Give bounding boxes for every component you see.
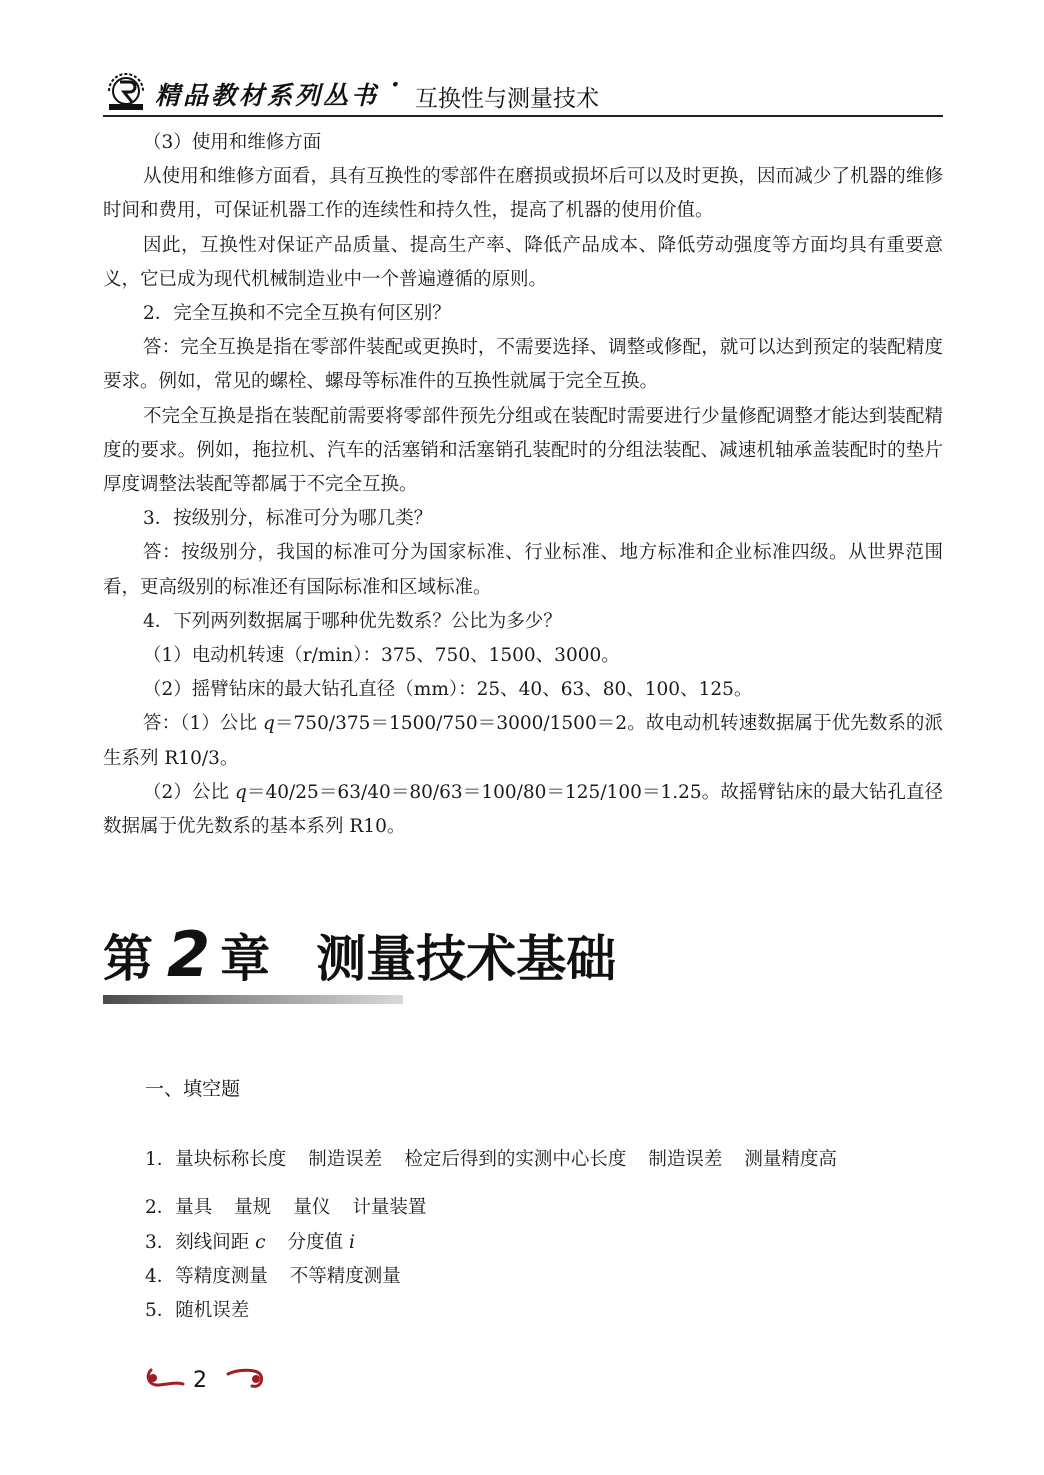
list-item: [145, 1193, 426, 1219]
list-item: [145, 1145, 837, 1171]
paragraph: （2）摇臂钻床的最大钻孔直径（mm）：25、40、63、80、100、125。: [143, 679, 753, 701]
page-header: [103, 68, 943, 114]
left-swirl-ornament-icon: [143, 1366, 185, 1392]
answer-text: 制造误差: [308, 1149, 383, 1170]
answer-text: 计量装置: [352, 1197, 427, 1218]
answer-text: 制造误差: [648, 1149, 723, 1170]
answer-text: 测量精度高: [744, 1149, 837, 1170]
text-span: ＝750/375＝1500/750＝3000/1500＝2。故电动机转速数据属于优先数系的派生系列 R10/3。: [103, 713, 943, 769]
item-number: 1．: [145, 1149, 176, 1170]
paragraph: （1）电动机转速（r/min）：375、750、1500、3000。: [143, 645, 620, 667]
list-item: [145, 1296, 249, 1322]
answer-text: 分度值: [287, 1232, 349, 1253]
book-title: 互换性与测量技术: [415, 86, 599, 112]
chapter-underline-bar: [103, 995, 403, 1004]
math-variable: q: [263, 713, 275, 735]
math-variable: q: [235, 781, 247, 803]
answer-text: 等精度测量: [175, 1266, 268, 1287]
paragraph: 答：按级别分，我国的标准可分为国家标准、行业标准、地方标准和企业标准四级。从世界范围看，更高级别的标准还有国际标准和区域标准。: [103, 542, 943, 598]
answer-text: 不等精度测量: [289, 1266, 401, 1287]
paragraph: 不完全互换是指在装配前需要将零部件预先分组或在装配时需要进行少量修配调整才能达到装配精度的要求。例如，拖拉机、汽车的活塞销和活塞销孔装配时的分组法装配、减速机轴承盖装配时的垫片厚度调整法装配等都属于不完全互换。: [103, 405, 943, 496]
text-span: 答：（1）公比: [143, 713, 264, 735]
paragraph: 从使用和维修方面看，具有互换性的零部件在磨损或损坏后可以及时更换，因而减少了机器的维修时间和费用，可保证机器工作的连续性和持久性，提高了机器的使用价值。: [103, 166, 943, 222]
chapter-suffix: 章: [220, 930, 271, 988]
answer-text: 检定后得到的实测中心长度: [404, 1149, 627, 1170]
item-number: 5．: [145, 1300, 176, 1321]
section-title: 一、填空题: [145, 1078, 241, 1100]
chapter-title: 测量技术基础: [316, 930, 617, 988]
text-span: （2）公比: [143, 781, 236, 803]
paragraph: （3）使用和维修方面: [143, 132, 322, 153]
answer-text: 量块标称长度: [175, 1149, 287, 1170]
answer-text: 量规: [234, 1197, 272, 1218]
list-item: [145, 1228, 355, 1254]
paragraph: 答：完全互换是指在零部件装配或更换时，不需要选择、调整或修配，就可以达到预定的装配精度要求。例如，常见的螺栓、螺母等标准件的互换性就属于完全互换。: [103, 337, 943, 393]
list-item: [145, 1262, 401, 1288]
math-variable: c: [255, 1232, 266, 1253]
series-title: 精品教材系列丛书: [155, 81, 380, 110]
right-swirl-ornament-icon: [226, 1366, 268, 1392]
text-span: ＝40/25＝63/40＝80/63＝100/80＝125/100＝1.25。故摇臂钻床的最大钻孔直径数据属于优先数系的基本系列 R10。: [103, 781, 943, 838]
paragraph: [103, 707, 943, 775]
item-number: 3．: [145, 1232, 176, 1253]
answer-text: 量仪: [293, 1197, 331, 1218]
answer-text: 随机误差: [175, 1300, 250, 1321]
body-text: [103, 126, 943, 844]
chapter-prefix: 第: [103, 930, 153, 988]
item-number: 2．: [145, 1197, 176, 1218]
paragraph: [103, 776, 943, 844]
math-variable: i: [348, 1232, 355, 1253]
item-number: 4．: [145, 1266, 176, 1287]
answer-text: 刻线间距: [175, 1232, 256, 1253]
header-separator: ·: [391, 70, 403, 99]
chapter-heading: [103, 918, 616, 998]
page-number: 2: [193, 1368, 207, 1393]
header-rule: [103, 115, 943, 117]
chapter-number: 2: [167, 918, 211, 991]
question-heading: 4．下列两列数据属于哪种优先数系？公比为多少？: [143, 610, 562, 632]
publisher-logo-icon: [103, 70, 149, 112]
question-heading: 2．完全互换和不完全互换有何区别？: [143, 303, 451, 325]
paragraph: 因此，互换性对保证产品质量、提高生产率、降低产品成本、降低劳动强度等方面均具有重要意义，它已成为现代机械制造业中一个普遍遵循的原则。: [103, 234, 943, 290]
answer-text: 量具: [175, 1197, 213, 1218]
question-heading: 3．按级别分，标准可分为哪几类？: [143, 508, 433, 530]
